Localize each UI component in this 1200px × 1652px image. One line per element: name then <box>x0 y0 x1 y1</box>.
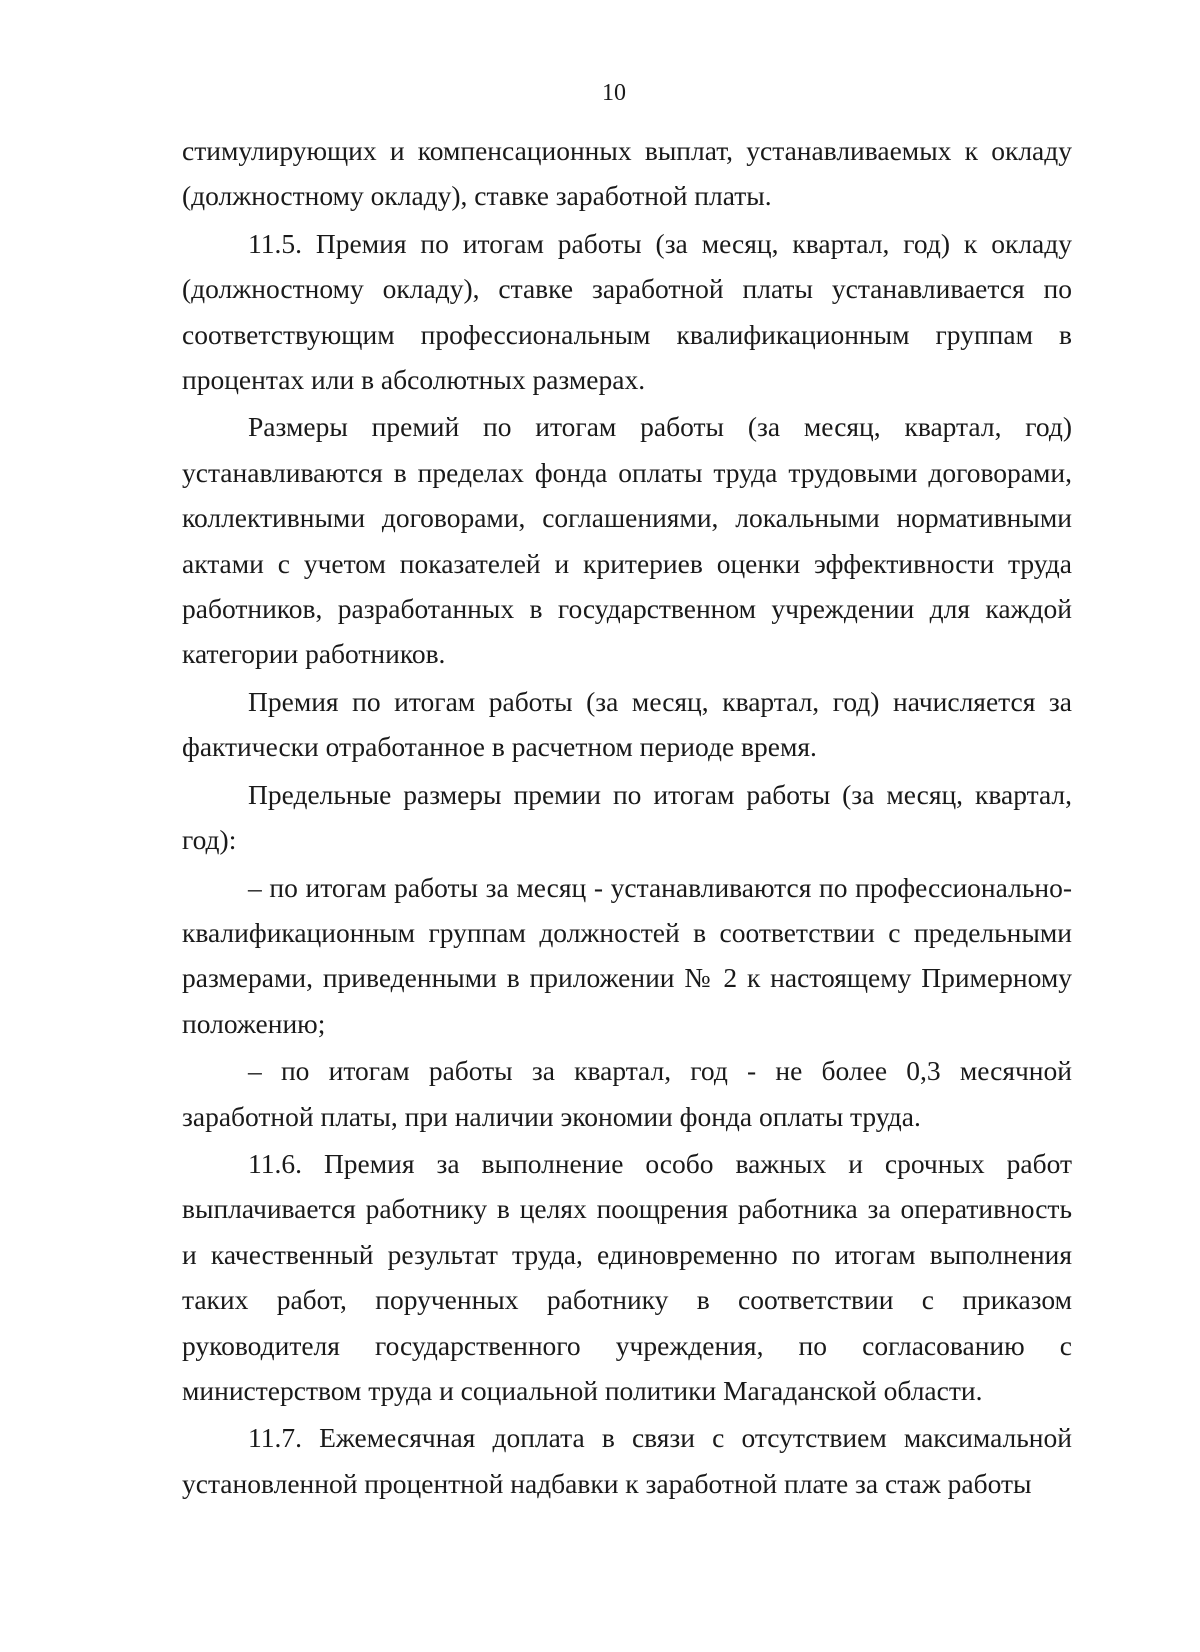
paragraph-bonus-sizes: Размеры премий по итогам работы (за месяц, квартал, год) устанавливаются в пределах фонда оплаты труда трудовыми договорами, коллективными договорами, соглашениями, локальными нормативными актами с учетом показателей и критериев оценки эффективности труда работников, разработанных в государственном учреждении для каждой категории работников. <box>182 411 1072 670</box>
paragraph-11-6: 11.6. Премия за выполнение особо важных и срочных работ выплачивается работнику в целях поощрения работника за оперативность и качественный результат труда, единовременно по итогам выполнения таких работ, порученных работнику в соответствии с приказом руководителя государственного учреждения, по согласованию с министерством труда и социальной политики Магаданской области. <box>182 1147 1072 1406</box>
list-item-limit-month: – по итогам работы за месяц - устанавливаются по профессионально-квалификационным группам должностей в соответствии с предельными размерами, приведенными в приложении № 2 к настоящему Примерному положению; <box>182 871 1072 1039</box>
paragraph-11-5: 11.5. Премия по итогам работы (за месяц, квартал, год) к окладу (должностному окладу), ставке заработной платы устанавливается по соответствующим профессиональным квалификационным группам в процентах или в абсолютных размерах. <box>182 227 1072 396</box>
paragraph-11-7: 11.7. Ежемесячная доплата в связи с отсутствием максимальной установленной процентной надбавки к заработной плате за стаж работы <box>182 1422 1072 1499</box>
paragraph-bonus-accrual: Премия по итогам работы (за месяц, квартал, год) начисляется за фактически отработанное в расчетном периоде время. <box>182 685 1072 763</box>
document-body <box>182 128 1072 1506</box>
list-item-limit-quarter-year: – по итогам работы за квартал, год - не более 0,3 месячной заработной платы, при наличии экономии фонда оплаты труда. <box>182 1055 1072 1132</box>
paragraph-limit-sizes: Предельные размеры премии по итогам работы (за месяц, квартал, год): <box>182 778 1072 856</box>
paragraph-continuation: стимулирующих и компенсационных выплат, устанавливаемых к окладу (должностному окладу), ставке заработной платы. <box>182 135 1072 212</box>
page-number: 10 <box>602 80 626 106</box>
